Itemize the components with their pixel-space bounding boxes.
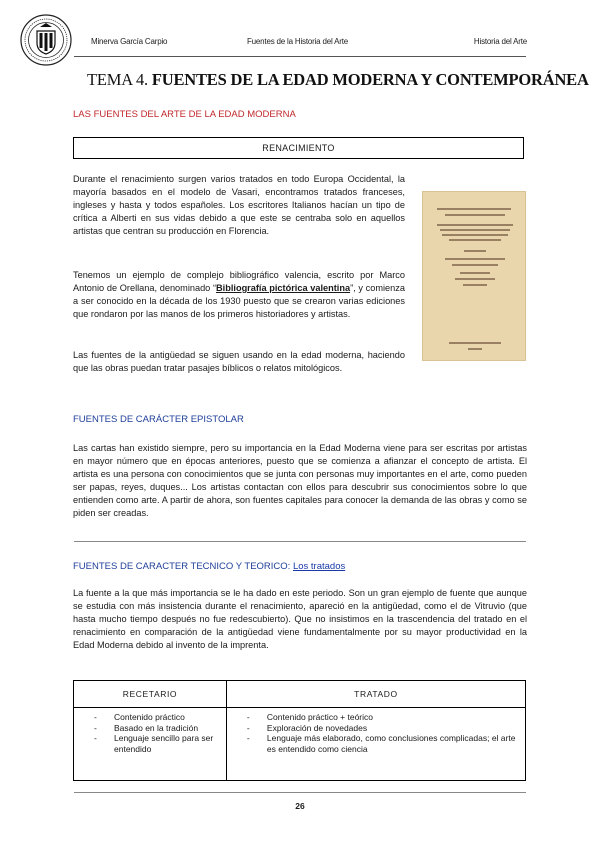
paragraph-bibliografia-end: ”, y comienza a ser conocido en la década de los 1930 puesto que se crearon varias ediciones que rondaron por las manos de los primeros historiadores y artistas. [73, 283, 405, 319]
tratados-link[interactable]: Los tratados [292, 561, 346, 572]
table-header-row [74, 681, 526, 708]
bibliografia-title: Bibliografía pictórica valentina [216, 283, 351, 293]
header-course: Historia del Arte [473, 37, 527, 46]
cover-text-line [445, 214, 505, 216]
list-item: - Basado en la tradición [80, 723, 220, 734]
header-author: Minerva García Carpio [91, 37, 168, 46]
section-divider [74, 541, 526, 542]
recetario-cell [74, 708, 227, 781]
header-divider [74, 56, 526, 57]
list-item: - Contenido práctico + teórico [233, 712, 519, 723]
cover-text-line [455, 278, 495, 280]
recetario-list [80, 712, 220, 754]
cover-text-line [463, 284, 487, 286]
cover-text-line [437, 224, 513, 226]
section-heading-tecnico [73, 561, 345, 572]
cover-text-line [445, 258, 505, 260]
section-tecnico-label: FUENTES DE CARACTER TECNICO Y TEORICO: [73, 561, 293, 572]
renacimiento-box: RENACIMIENTO [73, 137, 524, 159]
cover-text-line [449, 239, 501, 241]
page-title [87, 70, 589, 90]
table-row [74, 708, 526, 781]
title-lead: TEMA 4. [87, 70, 148, 89]
page-number: 26 [295, 801, 305, 811]
tratado-cell [226, 708, 525, 781]
paragraph-epistolar: Las cartas han existido siempre, pero su importancia en la Edad Moderna viene para ser escritas por artistas en mayor número que en épocas anteriores, puesto que se comienza a afianzar el concepto de artista. El artista es una persona con conocimientos que se junta con personas muy importantes en el arte, como pueden ser papas, reyes, duques... Los artistas contactan con ellos para descubrir sus conocimientos sobre lo que entienden como arte. A partir de ahora, son fuentes capitales para conocer la demanda de las obras y como se piden ser creadas. [73, 443, 527, 518]
header-tratado: TRATADO [226, 681, 525, 708]
section-heading-epistolar: FUENTES DE CARÁCTER EPISTOLAR [73, 414, 244, 425]
cover-text-line [468, 348, 482, 350]
comparison-table [73, 680, 526, 781]
cover-text-line [437, 208, 511, 210]
paragraph-bibliografia-start: Tenemos un ejemplo de complejo bibliográfico valencia, escrito por Marco Antonio de Orellana, denominado “ [73, 270, 405, 293]
list-item: - Contenido práctico [80, 712, 220, 723]
paragraph-bibliografia [73, 269, 405, 321]
cover-text-line [442, 234, 508, 236]
footer-divider [74, 792, 526, 793]
header-recetario: RECETARIO [74, 681, 227, 708]
section-heading-modern: LAS FUENTES DEL ARTE DE LA EDAD MODERNA [73, 109, 296, 120]
list-item: - Exploración de novedades [233, 723, 519, 734]
cover-text-line [440, 229, 510, 231]
paragraph-antiguedad: Las fuentes de la antigüedad se siguen usando en la edad moderna, haciendo que las obras puedan tratar pasajes bíblicos o relatos mitológicos. [73, 350, 405, 373]
cover-text-line [464, 250, 486, 252]
university-seal-icon [20, 14, 72, 66]
tratado-list [233, 712, 519, 754]
book-cover-image [422, 191, 526, 361]
list-item: - Lenguaje sencillo para ser entendido [80, 733, 220, 754]
title-main: FUENTES DE LA EDAD MODERNA Y CONTEMPORÁNEA [151, 70, 589, 89]
list-item: - Lenguaje más elaborado, como conclusiones complicadas; el arte es entendido como ciencia [233, 733, 519, 754]
cover-text-line [460, 272, 490, 274]
header-subject: Fuentes de la Historia del Arte [247, 37, 348, 46]
cover-text-line [449, 342, 501, 344]
paragraph-tratados: La fuente a la que más importancia se le ha dado en este periodo. Son un gran ejemplo de fuente que aunque se estudia con más insistencia durante el renacimiento, apareció en la antigüedad, como el de Vitruvio (que hasta mucho tiempo después no fue redescubierto). Que no insistimos en la trascendencia del tratado en el renacimiento en comparación de la antigüedad viene fundamentalmente por su mayor productividad en la Edad Moderna debido al invento de la imprenta. [73, 588, 527, 650]
cover-text-line [452, 264, 498, 266]
paragraph-renacimiento: Durante el renacimiento surgen varios tratados en todo Europa Occidental, la mayoría basados en el modelo de Vasari, encontramos tratados franceses, ingleses y hasta y todos españoles. Los escritores Italianos hacían un tipo de crítica a Alberti en sus vidas debido a que este se centraba solo en aquellos artistas que centran su producción en Florencia. [73, 174, 405, 236]
